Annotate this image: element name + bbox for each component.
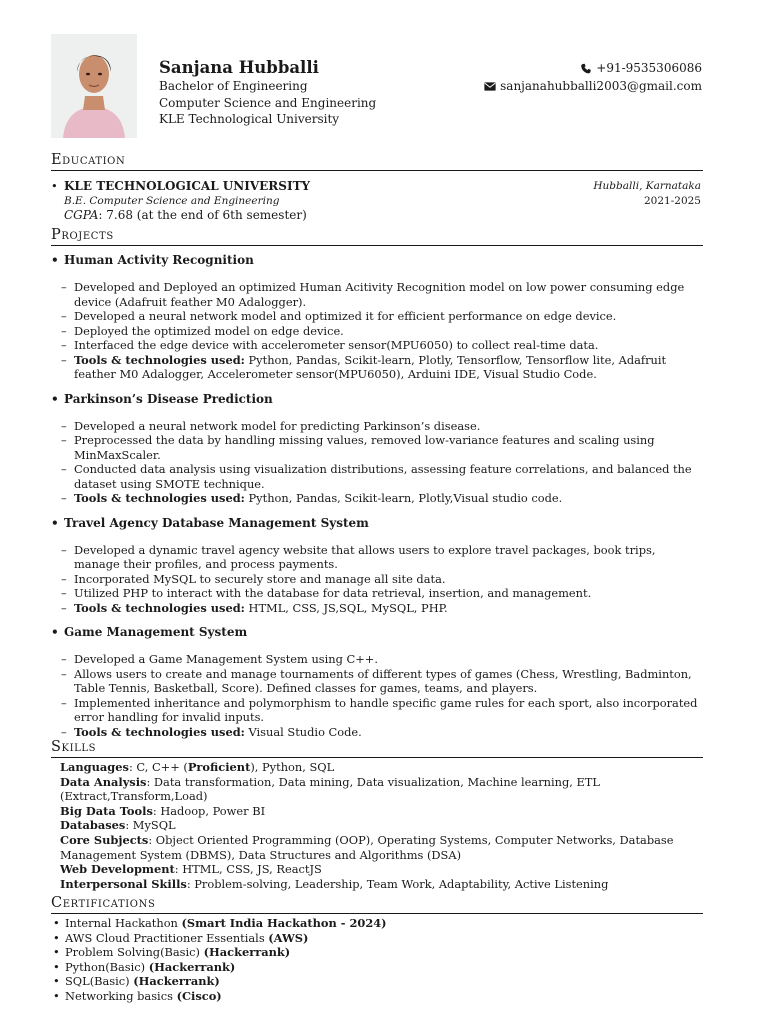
cert-org: (AWS) — [268, 930, 309, 945]
skill-big-data — [60, 804, 703, 819]
list-item: – Utilized PHP to interact with the database for data retrieval, insertion, and management. — [61, 586, 703, 601]
cert-org: (Hackerrank) — [148, 959, 236, 974]
list-item: – Deployed the optimized model on edge device. — [61, 324, 703, 339]
candidate-name: Sanjana Hubballi — [159, 58, 319, 77]
skill-web-development — [60, 862, 703, 877]
bullet-icon: • — [51, 515, 59, 530]
section-title-certifications: Certifications — [51, 895, 703, 914]
project-har — [51, 253, 703, 382]
tools-label: Tools & technologies used: — [74, 491, 245, 505]
cert-org: (Cisco) — [176, 988, 222, 1003]
institution-name: KLE TECHNOLOGICAL UNIVERSITY — [64, 179, 311, 193]
project-travel-agency — [51, 516, 703, 616]
list-item: – Conducted data analysis using visualization distributions, assessing feature correlations, and balanced the dataset using SMOTE technique. — [61, 462, 703, 491]
bullet-icon: • — [51, 179, 58, 193]
section-title-skills: Skills — [51, 739, 703, 758]
skill-data-analysis — [60, 775, 703, 804]
contact-block — [484, 60, 702, 95]
list-item — [51, 945, 703, 960]
cert-name: Networking basics — [65, 988, 177, 1003]
skill-label: Interpersonal Skills — [60, 876, 187, 891]
tools-label: Tools & technologies used: — [74, 724, 245, 739]
skill-core-subjects — [60, 833, 703, 862]
projects-section — [51, 227, 703, 739]
skills-section — [51, 739, 703, 891]
cert-org: (Hackerrank) — [203, 945, 291, 959]
program-years: 2021-2025 — [644, 194, 701, 207]
tools-item — [61, 491, 703, 506]
skill-label: Big Data Tools — [60, 803, 153, 818]
tools-value: Python, Pandas, Scikit-learn, Plotly, Tensorflow, Tensorflow lite, Adafruit feather M0 Adalogger, Accelerometer sensor(MPU6050), Arduini IDE, Visual Studio Code. — [74, 352, 667, 381]
skill-value: : Data transformation, Data mining, Data visualization, Machine learning, ETL (Extract,Transform,Load) — [60, 774, 600, 804]
list-item: – Interfaced the edge device with accelerometer sensor(MPU6050) to collect real-time data. — [61, 338, 703, 353]
email-address: sanjanahubballi2003@gmail.com — [500, 78, 702, 93]
phone-icon — [580, 63, 592, 74]
skill-value: : C, C++ ( — [128, 760, 188, 774]
cert-name: SQL(Basic) — [65, 974, 134, 988]
list-item — [51, 960, 703, 975]
tools-value: Visual Studio Code. — [244, 724, 362, 739]
tools-item — [61, 353, 703, 382]
section-title-education: Education — [51, 152, 703, 171]
list-item: – Developed and Deployed an optimized Human Acitivity Recognition model on low power consuming edge device (Adafruit feather M0 Adalogger). — [61, 280, 703, 309]
cgpa-label: CGPA — [64, 208, 99, 222]
skill-value: : Hadoop, Power BI — [152, 803, 266, 818]
cert-name: Internal Hackathon — [65, 916, 182, 930]
list-item: – Developed a Game Management System using C++. — [61, 652, 703, 667]
skill-databases — [60, 818, 703, 833]
list-item — [51, 916, 703, 931]
skill-label: Core Subjects — [60, 832, 149, 847]
university: KLE Technological University — [159, 112, 340, 126]
list-item — [51, 931, 703, 946]
education-section — [51, 152, 703, 223]
bullet-icon: • — [51, 391, 59, 406]
list-item: – Developed a neural network model for predicting Parkinson’s disease. — [61, 419, 703, 434]
envelope-icon — [484, 81, 496, 92]
branch: Computer Science and Engineering — [159, 95, 377, 110]
tools-value: Python, Pandas, Scikit-learn, Plotly,Visual studio code. — [244, 491, 563, 505]
skill-languages — [60, 760, 703, 775]
list-item: – Implemented inheritance and polymorphism to handle specific game rules for each sport, also incorporated error handling for invalid inputs. — [61, 696, 703, 725]
tools-value: HTML, CSS, JS,SQL, MySQL, PHP. — [244, 600, 448, 615]
skill-label: Web Development — [60, 862, 175, 877]
bullet-icon: • — [51, 625, 59, 639]
certifications-section — [51, 895, 703, 1003]
list-item: – Allows users to create and manage tournaments of different types of games (Chess, Wrestling, Badminton, Table Tennis, Basketball, Score). Defined classes for games, teams, and players. — [61, 667, 703, 696]
skill-value: : HTML, CSS, JS, ReactJS — [174, 862, 322, 877]
skill-value: : Object Oriented Programming (OOP), Operating Systems, Computer Networks, Database Management System (DBMS), Data Structures and Algorithms (DSA) — [60, 832, 674, 862]
skill-label: Data Analysis — [60, 774, 147, 789]
cert-name: AWS Cloud Practitioner Essentials — [65, 930, 269, 945]
list-item: – Developed a dynamic travel agency website that allows users to explore travel packages, book trips, manage their profiles, and process payments. — [61, 543, 703, 572]
list-item — [51, 974, 703, 989]
skill-value: ), Python, SQL — [250, 760, 335, 774]
project-title: Parkinson’s Disease Prediction — [64, 391, 273, 406]
cgpa-value: : 7.68 (at the end of 6th semester) — [98, 208, 307, 222]
bullet-icon: • — [51, 253, 59, 267]
skill-level: Proficient — [187, 760, 251, 774]
skill-label: Languages — [60, 760, 129, 774]
list-item: – Preprocessed the data by handling missing values, removed low-variance features and scaling using MinMaxScaler. — [61, 433, 703, 462]
project-title: Travel Agency Database Management System — [64, 515, 369, 530]
skill-value: : MySQL — [125, 818, 176, 833]
phone-line[interactable] — [484, 60, 702, 78]
degree: Bachelor of Engineering — [159, 79, 308, 93]
cert-name: Problem Solving(Basic) — [65, 945, 204, 959]
tools-item — [61, 601, 703, 616]
program-name: B.E. Computer Science and Engineering — [64, 194, 280, 207]
project-title: Human Activity Recognition — [64, 253, 254, 267]
tools-label: Tools & technologies used: — [74, 352, 245, 367]
skill-interpersonal — [60, 877, 703, 892]
institution-location: Hubballi, Karnataka — [593, 180, 701, 192]
header-info — [159, 58, 376, 128]
section-title-projects: Projects — [51, 227, 703, 246]
cgpa-line — [51, 208, 703, 223]
cert-org: (Hackerrank) — [133, 974, 220, 988]
cert-org: (Smart India Hackathon - 2024) — [181, 916, 387, 930]
list-item — [51, 989, 703, 1004]
skill-label: Databases — [60, 818, 126, 833]
profile-photo — [51, 34, 137, 138]
list-item: – Developed a neural network model and optimized it for efficient performance on edge device. — [61, 309, 703, 324]
tools-label: Tools & technologies used: — [74, 600, 245, 615]
phone-number: +91-9535306086 — [596, 61, 702, 75]
list-item: – Incorporated MySQL to securely store and manage all site data. — [61, 572, 703, 587]
tools-item — [61, 725, 703, 740]
project-parkinsons — [51, 392, 703, 506]
email-line[interactable] — [484, 78, 702, 96]
project-title: Game Management System — [64, 625, 248, 639]
cert-name: Python(Basic) — [65, 959, 149, 974]
skill-value: : Problem-solving, Leadership, Team Work, Adaptability, Active Listening — [186, 876, 609, 891]
project-game-management — [51, 625, 703, 739]
